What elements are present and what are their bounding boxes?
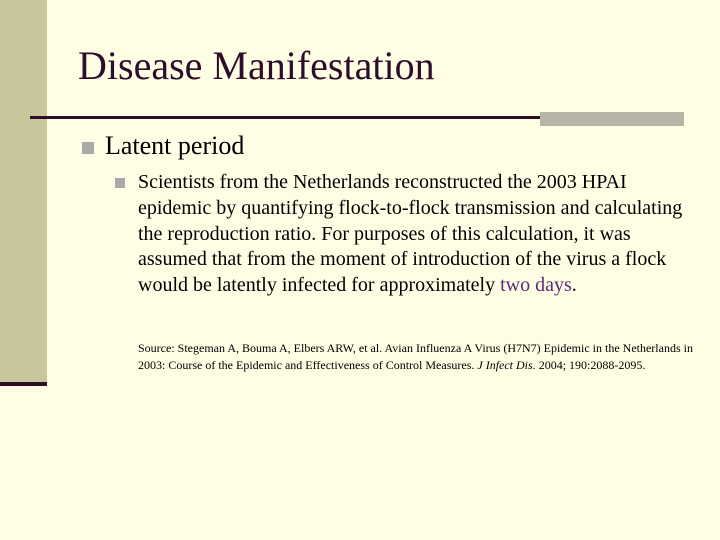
left-decorative-bar: [0, 0, 47, 382]
title-underline-dark: [30, 116, 540, 119]
title-underline-light: [540, 112, 684, 126]
sub-bullet-body: Scientists from the Netherlands reconstructed the 2003 HPAI epidemic by quantifying flock-to-flock transmission and calculating the reproduction ratio. For purposes of this calculation, it was assumed that from the moment of introduction of the virus a flock would be latently infected for approximately: [138, 171, 683, 297]
source-journal: J Infect Dis.: [477, 358, 536, 373]
sub-bullet-text: [138, 170, 698, 299]
source-citation: [138, 340, 703, 375]
bullet-latent-period: Latent period: [105, 131, 245, 160]
left-bar-accent: [0, 382, 47, 386]
source-body: Source: Stegeman A, Bouma A, Elbers ARW, et al. Avian Influenza A Virus (H7N7) Epidemic in the Netherlands in 2003: Course of the Epidemic and Effectiveness of Control Measures.: [138, 341, 693, 373]
highlight-two-days: two days: [500, 274, 572, 297]
sub-bullet-end: .: [571, 274, 577, 297]
sub-bullet-square-icon: [115, 178, 125, 188]
source-end: 2004; 190:2088-2095.: [535, 358, 646, 373]
slide-title: Disease Manifestation: [78, 43, 435, 88]
bullet-square-icon: [82, 142, 94, 154]
